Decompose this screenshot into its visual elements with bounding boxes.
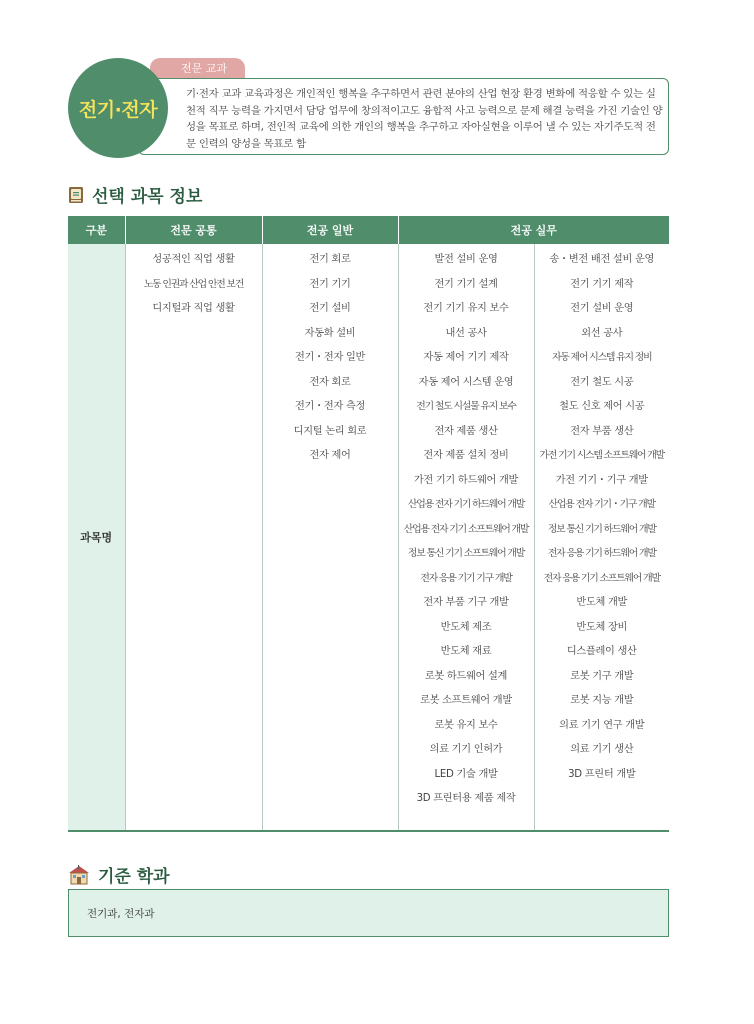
course-item: 반도체 장비: [576, 621, 628, 633]
department-box: [68, 889, 669, 937]
table-bottom-border: [68, 830, 669, 832]
course-item: 전기 기기 유지 보수: [423, 303, 509, 314]
subject-title: 전기·전자: [78, 98, 158, 121]
course-item: 반도체 개발: [576, 597, 628, 608]
book-icon: [68, 186, 84, 204]
courses-section-title: 선택 과목 정보: [92, 187, 203, 207]
course-item: 전기 철도 시공: [570, 376, 634, 388]
course-item: 의료 기기 인허가: [429, 744, 503, 755]
course-item: 의료 기기 생산: [570, 744, 634, 755]
school-icon: [68, 865, 90, 885]
course-item: 내선 공사: [445, 327, 487, 339]
practical-courses-cell-2: [534, 244, 669, 830]
course-item: 전기 설비 운영: [570, 303, 634, 314]
column-header-common: 전문 공통: [125, 216, 262, 244]
course-item: 자동 제어 시스템 운영: [418, 376, 514, 388]
course-item: 디지털과 직업 생활: [152, 303, 235, 314]
course-item: 산업용 전자 기기 소프트웨어 개발: [403, 523, 529, 535]
course-table: [68, 216, 669, 832]
course-item: 전기 철도 시설물 유지 보수: [416, 401, 516, 412]
course-item: 전자 응용 기기 소프트웨어 개발: [543, 572, 660, 584]
course-item: 로봇 하드웨어 설계: [424, 670, 508, 682]
course-item: 반도체 재료: [440, 646, 492, 657]
common-courses-cell: [125, 244, 262, 830]
column-header-general: 전공 일반: [262, 216, 398, 244]
course-item: 전기・전자 일반: [294, 352, 366, 363]
general-courses-cell: [262, 244, 398, 830]
course-item: 전자 부품 기구 개발: [423, 597, 509, 608]
department-value: 전기과, 전자과: [87, 908, 155, 920]
subject-category-tab: 전문 교과: [150, 58, 245, 80]
course-item: 의료 기기 연구 개발: [559, 719, 645, 731]
course-item: 디스플레이 생산: [566, 646, 637, 657]
course-item: 디지털 논리 회로: [293, 425, 367, 437]
course-item: 외선 공사: [581, 327, 623, 339]
subject-badge: [68, 58, 168, 158]
course-item: 정보 통신 기기 하드웨어 개발: [547, 523, 656, 535]
course-item: 로봇 지능 개발: [570, 695, 634, 706]
column-header-practical: 전공 실무: [398, 216, 669, 244]
course-item: 로봇 유지 보수: [434, 719, 498, 731]
general-course-list: [263, 244, 398, 469]
course-item: 성공적인 직업 생활: [152, 254, 235, 265]
courses-section-heading: [68, 182, 202, 207]
course-item: 반도체 제조: [440, 621, 492, 633]
course-item: 가전 기기 하드웨어 개발: [413, 474, 519, 486]
course-item: 정보 통신 기기 소프트웨어 개발: [407, 548, 525, 559]
course-item: 전기 기기: [309, 278, 351, 290]
course-item: 전자 제어: [309, 450, 351, 461]
subject-description: 기·전자 교과 교육과정은 개인적인 행복을 추구하면서 관련 분야의 산업 현장 환경 변화에 적응할 수 있는 실천적 직무 능력을 가지면서 담당 업무에 창의적이고도 융합적 사고 능력으로 문제 해결 능력을 가진 기술인 양성을 목표로 하며, 전인적 교육에 의한 개인의 행복을 추구하고 자아실현을 이루어 낼 수 있는 자기주도적 전문 인력의 양성을 목표로 함: [186, 88, 663, 150]
practical-course-list-1: [399, 244, 534, 812]
practical-courses-cell-1: [398, 244, 534, 830]
course-item: 노동 인권과 산업 안전 보건: [143, 278, 244, 290]
course-item: 전기 회로: [309, 254, 351, 265]
course-item: 자동 제어 기기 제작: [423, 352, 509, 363]
course-item: 전기 기기 제작: [570, 278, 634, 290]
course-item: 전자 제품 설치 정비: [423, 450, 509, 461]
course-item: 전기 기기 설계: [434, 278, 498, 290]
course-item: 자동 제어 시스템 유지 정비: [552, 352, 652, 363]
course-item: 산업용 전자 기기 하드웨어 개발: [407, 499, 525, 510]
course-item: 로봇 소프트웨어 개발: [420, 695, 512, 706]
course-item: 전기 설비: [309, 303, 351, 314]
course-item: 전기・전자 측정: [294, 401, 366, 412]
department-section-heading: [68, 862, 170, 887]
practical-course-list-2: [535, 244, 670, 787]
course-item: 산업용 전자 기기・기구 개발: [548, 499, 655, 510]
common-course-list: [126, 244, 262, 322]
column-header-category: 구분: [68, 216, 125, 244]
department-section-title: 기준 학과: [98, 867, 170, 887]
course-item: 로봇 기구 개발: [570, 670, 634, 682]
course-item: 3D 프린터 개발: [568, 768, 636, 780]
course-item: 전자 응용 기기 하드웨어 개발: [547, 548, 656, 559]
course-item: 송・변전 배전 설비 운영: [549, 254, 655, 265]
course-item: 전자 제품 생산: [434, 425, 498, 437]
course-item: 전자 회로: [309, 376, 351, 388]
course-item: 가전 기기 시스템 소프트웨어 개발: [539, 450, 664, 461]
course-item: LED 기술 개발: [434, 768, 498, 780]
course-item: 자동화 설비: [304, 327, 356, 339]
row-label: 과목명: [68, 244, 125, 830]
course-item: 전자 부품 생산: [570, 425, 634, 437]
course-item: 발전 설비 운영: [434, 254, 498, 265]
course-item: 전자 응용 기기 기구 개발: [420, 572, 512, 584]
course-item: 3D 프린터용 제품 제작: [416, 793, 516, 804]
course-item: 가전 기기・기구 개발: [555, 474, 648, 486]
course-item: 철도 신호 제어 시공: [559, 401, 645, 412]
